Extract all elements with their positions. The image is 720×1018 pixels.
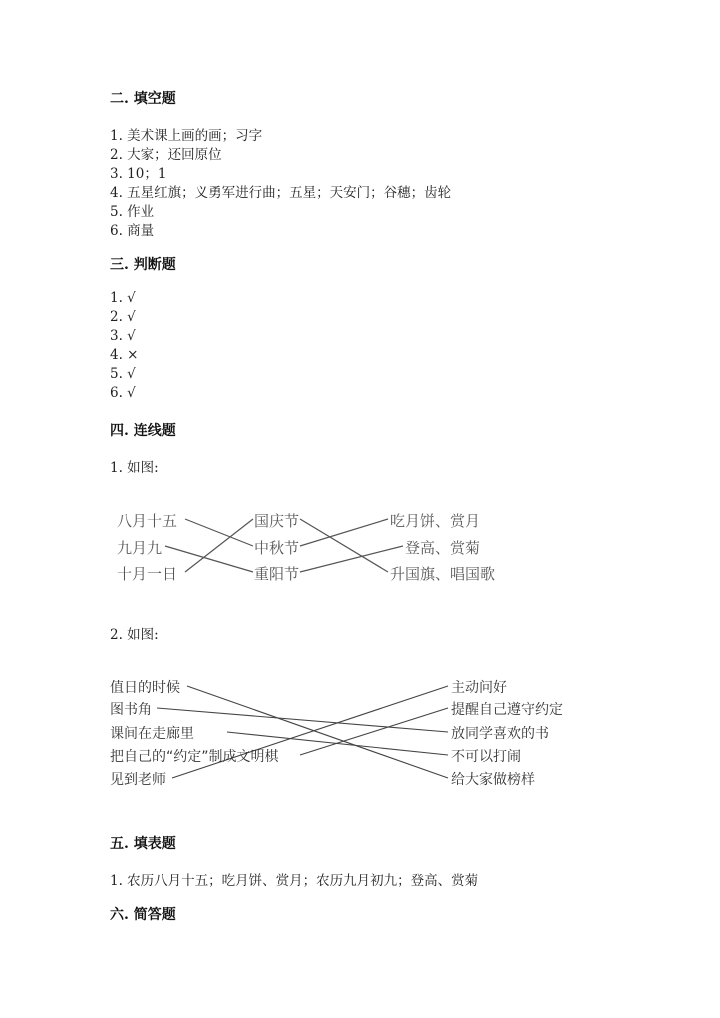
- answer-line: 1. √: [110, 290, 136, 306]
- section-title-fill-in: 二. 填空题: [110, 91, 176, 107]
- connector-line: [300, 708, 448, 755]
- left-item: 十月一日: [117, 565, 178, 583]
- left-item: 见到老师: [110, 772, 166, 788]
- right-item: 主动问好: [451, 680, 507, 696]
- right-item: 升国旗、唱国歌: [390, 565, 496, 583]
- section-title-short-answer: 六. 简答题: [110, 907, 176, 923]
- answer-line: 2. √: [110, 309, 136, 325]
- section-title-matching: 四. 连线题: [110, 423, 176, 439]
- right-item: 提醒自己遵守约定: [451, 702, 563, 718]
- right-item: 不可以打闹: [451, 749, 521, 765]
- answer-line: 3. √: [110, 328, 136, 344]
- right-item: 登高、赏菊: [405, 539, 481, 557]
- answer-line: 5. √: [110, 366, 136, 382]
- question-label-2: 2. 如图:: [110, 627, 159, 643]
- right-item: 给大家做榜样: [451, 772, 535, 788]
- middle-item: 国庆节: [254, 512, 300, 530]
- left-item: 八月十五: [117, 512, 178, 530]
- answer-line: 1. 美术课上画的画；习字: [110, 128, 263, 144]
- middle-item: 重阳节: [254, 565, 300, 583]
- section-title-table: 五. 填表题: [110, 836, 176, 852]
- answer-line: 4. ×: [110, 347, 139, 363]
- left-item: 把自己的“约定”制成文明棋: [110, 749, 279, 765]
- connector-line: [157, 708, 448, 732]
- answer-line: 5. 作业: [110, 204, 155, 220]
- left-item: 九月九: [117, 539, 163, 557]
- answer-line: 4. 五星红旗；义勇军进行曲；五星；天安门；谷穗；齿轮: [110, 185, 452, 201]
- section-title-true-false: 三. 判断题: [110, 257, 176, 273]
- left-item: 图书角: [110, 702, 152, 718]
- answer-line: 2. 大家；还回原位: [110, 147, 222, 163]
- right-item: 吃月饼、赏月: [390, 512, 481, 530]
- answer-line: 6. √: [110, 385, 136, 401]
- middle-item: 中秋节: [254, 539, 300, 557]
- right-item: 放同学喜欢的书: [451, 726, 549, 742]
- left-item: 课间在走廊里: [110, 726, 194, 742]
- question-label-1: 1. 如图:: [110, 460, 159, 476]
- answer-line: 3. 10；1: [110, 166, 167, 182]
- answer-line: 1. 农历八月十五；吃月饼、赏月；农历九月初九；登高、赏菊: [110, 873, 479, 889]
- answer-line: 6. 商量: [110, 223, 155, 239]
- left-item: 值日的时候: [110, 680, 180, 696]
